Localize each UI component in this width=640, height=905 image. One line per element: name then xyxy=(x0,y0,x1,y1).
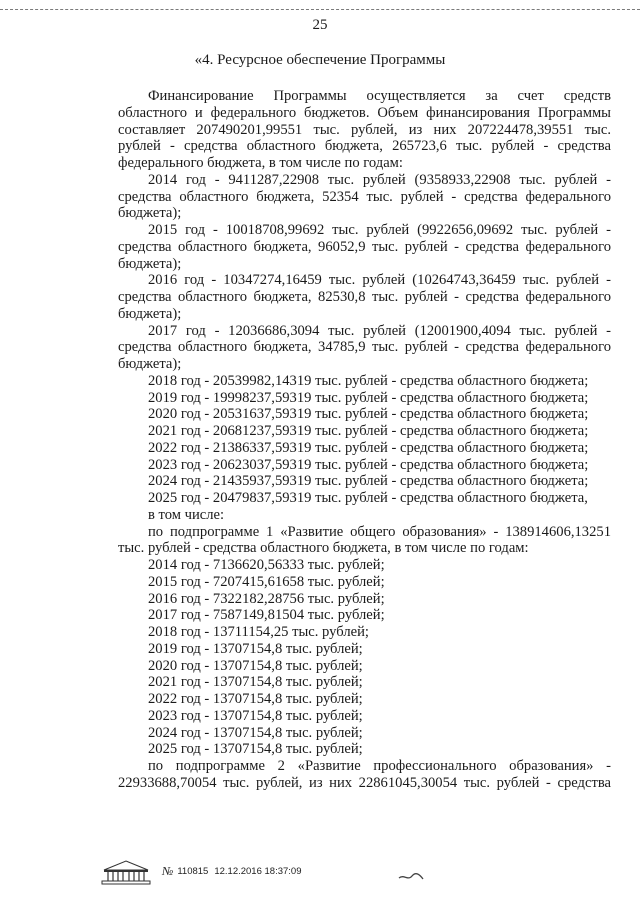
government-building-seal-icon xyxy=(100,856,152,886)
text-line: 2017 год - 12036686,3094 тыс. рублей (12001900,4094 тыс. рублей - xyxy=(148,322,611,339)
signature-mark-icon: № xyxy=(162,863,174,878)
text-line: Финансирование Программы осуществляется за счет средств xyxy=(148,88,611,104)
text-line: бюджета); xyxy=(118,255,182,272)
top-dashed-rule xyxy=(0,9,640,10)
text-line: 2015 год - 10018708,99692 тыс. рублей (9922656,09692 тыс. рублей - xyxy=(148,222,611,238)
text-line: 2020 год - 13707154,8 тыс. рублей; xyxy=(148,657,363,674)
text-line: тыс. рублей - средства областного бюджета, в том числе по годам: xyxy=(118,540,529,557)
text-line: 2019 год - 13707154,8 тыс. рублей; xyxy=(148,640,363,657)
text-line: 2017 год - 7587149,81504 тыс. рублей; xyxy=(148,607,385,624)
text-line: 2014 год - 7136620,56333 тыс. рублей; xyxy=(148,557,385,573)
text-line: 2025 год - 20479837,59319 тыс. рублей - средства областного бюджета, xyxy=(148,490,588,506)
pen-stroke-mark-icon xyxy=(398,872,424,882)
section-heading: «4. Ресурсное обеспечение Программы xyxy=(194,52,446,68)
page-number: 25 xyxy=(312,17,328,33)
text-line: рублей - средства областного бюджета, 265723,6 тыс. рублей - средства xyxy=(118,138,611,155)
text-line: 2018 год - 20539982,14319 тыс. рублей - средства областного бюджета; xyxy=(148,372,589,389)
text-line: 2022 год - 13707154,8 тыс. рублей; xyxy=(148,691,363,707)
text-line: 2022 год - 21386337,59319 тыс. рублей - средства областного бюджета; xyxy=(148,439,589,456)
text-line: 2025 год - 13707154,8 тыс. рублей; xyxy=(148,741,363,758)
text-line: в том числе: xyxy=(148,506,225,523)
text-line: 22933688,70054 тыс. рублей, из них 22861045,30054 тыс. рублей - средства xyxy=(118,774,611,791)
text-line: 2020 год - 20531637,59319 тыс. рублей - средства областного бюджета; xyxy=(148,406,589,423)
text-line: 2021 год - 20681237,59319 тыс. рублей - средства областного бюджета; xyxy=(148,423,589,439)
text-line: 2019 год - 19998237,59319 тыс. рублей - средства областного бюджета; xyxy=(148,389,589,406)
text-line: бюджета); xyxy=(118,356,182,372)
text-line: 2023 год - 13707154,8 тыс. рублей; xyxy=(148,707,363,724)
text-line: 2023 год - 20623037,59319 тыс. рублей - средства областного бюджета; xyxy=(148,456,589,473)
text-line: 2016 год - 10347274,16459 тыс. рублей (10264743,36459 тыс. рублей - xyxy=(148,272,611,289)
text-line: средства областного бюджета, 82530,8 тыс. рублей - средства федерального xyxy=(118,289,611,305)
document-body xyxy=(118,88,611,792)
document-footer xyxy=(100,856,302,886)
text-line: 2021 год - 13707154,8 тыс. рублей; xyxy=(148,674,363,691)
footer-datetime: 12.12.2016 18:37:09 xyxy=(214,865,302,877)
footer-doc-number: 110815 xyxy=(177,865,209,877)
text-line: составляет 207490201,99551 тыс. рублей, из них 207224478,39551 тыс. xyxy=(118,121,611,138)
text-line: 2024 год - 13707154,8 тыс. рублей; xyxy=(148,724,363,741)
text-line: бюджета); xyxy=(118,305,182,322)
text-line: 2024 год - 21435937,59319 тыс. рублей - средства областного бюджета; xyxy=(148,473,589,490)
text-line: областного и федерального бюджетов. Объем финансирования Программы xyxy=(118,104,611,121)
text-line: по подпрограмме 1 «Развитие общего образования» - 138914606,13251 xyxy=(148,523,611,540)
text-line: средства областного бюджета, 96052,9 тыс. рублей - средства федерального xyxy=(118,238,611,255)
text-line: бюджета); xyxy=(118,205,182,222)
text-line: федерального бюджета, в том числе по годам: xyxy=(118,155,403,171)
text-line: 2016 год - 7322182,28756 тыс. рублей; xyxy=(148,590,385,607)
text-line: 2014 год - 9411287,22908 тыс. рублей (9358933,22908 тыс. рублей - xyxy=(148,171,611,188)
text-line: 2018 год - 13711154,25 тыс. рублей; xyxy=(148,624,369,640)
text-line: по подпрограмме 2 «Развитие профессионального образования» - xyxy=(148,758,611,774)
text-line: 2015 год - 7207415,61658 тыс. рублей; xyxy=(148,573,385,590)
text-line: средства областного бюджета, 52354 тыс. рублей - средства федерального xyxy=(118,188,611,205)
text-line: средства областного бюджета, 34785,9 тыс. рублей - средства федерального xyxy=(118,339,611,356)
